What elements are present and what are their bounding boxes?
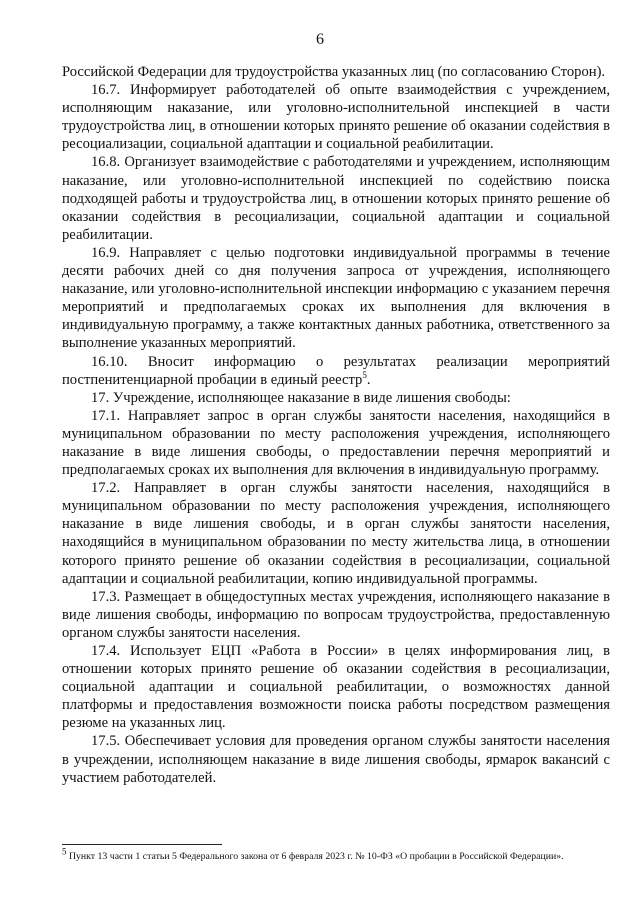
footnote-separator [62,844,222,845]
paragraph-16-9: 16.9. Направляет с целью подготовки индивидуальной программы в течение десяти рабочих дней со дня получения запроса от учреждения, исполняющего наказание, или уголовно-исполнительной инспекции информацию с указанием перечня мероприятий и предполагаемых сроках их выполнения для включения в индивидуальную программу, а также контактных данных работника, ответственного за выполнение указанных мероприятий. [62,244,610,352]
document-body [62,63,610,787]
footnote-text: Пункт 13 части 1 статьи 5 Федерального закона от 6 февраля 2023 г. № 10-ФЗ «О пробации в Российской Федерации». [68,851,564,862]
footnote-reference: 5 [362,369,367,380]
paragraph-17-5: 17.5. Обеспечивает условия для проведения органом службы занятости населения в учреждении, исполняющем наказание в виде лишения свободы, ярмарок вакансий с участием работодателей. [62,733,610,786]
paragraph-16-10: 16.10. Вносит информацию о результатах реализации мероприятий постпенитенциарной пробации в единый реестр$^5$. [62,353,610,388]
paragraph-continuation: Российской Федерации для трудоустройства указанных лиц (по согласованию Сторон). [62,64,606,80]
paragraph-17-3: 17.3. Размещает в общедоступных местах учреждения, исполняющего наказание в виде лишения свободы, информацию по вопросам трудоустройства, предоставленную органом службы занятости населения. [62,588,610,641]
paragraph-16-10-text: 16.10. Вносит информацию о результатах реализации мероприятий постпенитенциарной пробации в единый реестр [62,353,610,388]
page-number: 6 [316,31,324,48]
paragraph-17: 17. Учреждение, исполняющее наказание в виде лишения свободы: [91,389,511,406]
footnote [62,846,622,863]
paragraph-16-8: 16.8. Организует взаимодействие с работодателями и учреждением, исполняющим наказание, или уголовно-исполнительной инспекцией по содействию поиска подходящей работы и трудоустройства лиц, в отношении которых принято решение об оказании содействия в ресоциализации, социальной адаптации и социальной реабилитации. [62,154,610,243]
paragraph-17-1: 17.1. Направляет запрос в орган службы занятости населения, находящийся в муниципальном образовании по месту расположения учреждения, исполняющего наказание в виде лишения свободы, о предоставлении перечня мероприятий и предполагаемых сроках их выполнения для включения в индивидуальную программу. [62,407,610,479]
paragraph-17-2: 17.2. Направляет в орган службы занятости населения, находящийся в муниципальном образовании по месту расположения учреждения, исполняющего наказание в виде лишения свободы, и в орган службы занятости населения, находящийся в муниципальном образовании по месту жительства лица, в отношении которого принято решение об оказании содействия в ресоциализации, социальной адаптации и социальной реабилитации, копию индивидуальной программы. [62,480,610,587]
paragraph-17-4: 17.4. Использует ЕЦП «Работа в России» в целях информирования лиц, в отношении которых принято решение об оказании содействия в ресоциализации, социальной адаптации и социальной реабилитации, о возможностях данной платформы и предоставления возможности поиска работы посредством размещения резюме на указанных лиц. [62,643,610,732]
paragraph-16-7: 16.7. Информирует работодателей об опыте взаимодействия с учреждением, исполняющим наказание, или уголовно-исполнительной инспекцией в части трудоустройства лиц, в отношении которых принято решение об оказании содействия в ресоциализации, социальной адаптации и социальной реабилитации. [62,82,610,153]
footnote-marker: 5 [62,846,67,857]
